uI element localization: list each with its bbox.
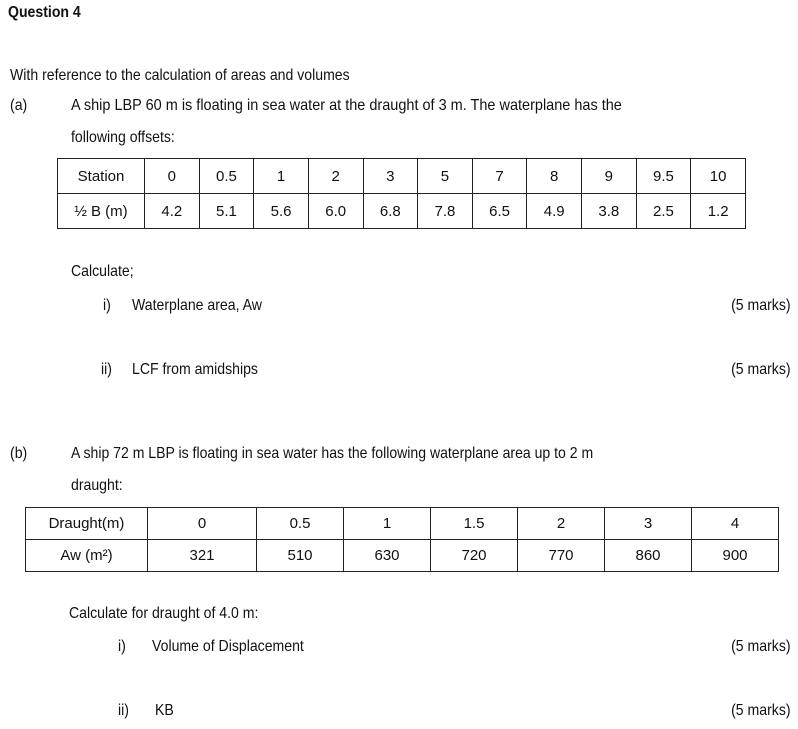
half-breadth-cell: 1.2 (691, 194, 746, 229)
half-breadth-cell: 5.1 (199, 194, 254, 229)
table-row-draughts (26, 508, 779, 540)
half-breadth-cell: 7.8 (418, 194, 473, 229)
station-cell: 0.5 (199, 159, 254, 194)
half-breadth-cell: 5.6 (254, 194, 309, 229)
area-cell: 720 (431, 540, 518, 572)
station-cell: 9.5 (636, 159, 691, 194)
row-header: ½ B (m) (58, 194, 145, 229)
waterplane-area-table (25, 507, 779, 572)
marks: (5 marks) (731, 297, 791, 314)
question-number: i) (103, 297, 111, 314)
part-a-label: (a) (10, 97, 28, 114)
station-cell: 9 (582, 159, 637, 194)
half-breadth-cell: 3.8 (582, 194, 637, 229)
half-breadth-cell: 6.8 (363, 194, 418, 229)
marks: (5 marks) (731, 702, 791, 719)
area-cell: 630 (344, 540, 431, 572)
question-text: LCF from amidships (132, 361, 258, 378)
row-header: Draught(m) (26, 508, 148, 540)
question-text: Waterplane area, Aw (132, 297, 262, 314)
question-number: ii) (101, 361, 112, 378)
draught-cell: 1 (344, 508, 431, 540)
half-breadth-cell: 2.5 (636, 194, 691, 229)
draught-cell: 4 (692, 508, 779, 540)
row-header: Aw (m²) (26, 540, 148, 572)
marks: (5 marks) (731, 638, 791, 655)
area-cell: 770 (518, 540, 605, 572)
part-b-calculate: Calculate for draught of 4.0 m: (69, 605, 259, 622)
question-title: Question 4 (8, 4, 81, 21)
half-breadth-cell: 6.0 (308, 194, 363, 229)
half-breadth-cell: 4.9 (527, 194, 582, 229)
table-row-stations (58, 159, 746, 194)
marks: (5 marks) (731, 361, 791, 378)
area-cell: 900 (692, 540, 779, 572)
table-row-areas (26, 540, 779, 572)
question-number: ii) (118, 702, 129, 719)
draught-cell: 3 (605, 508, 692, 540)
part-a-line1: A ship LBP 60 m is floating in sea water at the draught of 3 m. The waterplane has the (71, 97, 622, 114)
draught-cell: 0 (148, 508, 257, 540)
station-cell: 3 (363, 159, 418, 194)
area-cell: 860 (605, 540, 692, 572)
station-cell: 8 (527, 159, 582, 194)
table-row-half-breadths (58, 194, 746, 229)
half-breadth-cell: 4.2 (145, 194, 200, 229)
station-cell: 10 (691, 159, 746, 194)
part-b-line2: draught: (71, 477, 123, 494)
part-b-label: (b) (10, 445, 28, 462)
draught-cell: 1.5 (431, 508, 518, 540)
part-b-line1: A ship 72 m LBP is floating in sea water has the following waterplane area up to 2 m (71, 445, 594, 462)
intro-text: With reference to the calculation of areas and volumes (10, 67, 350, 84)
question-number: i) (118, 638, 126, 655)
station-cell: 1 (254, 159, 309, 194)
offsets-table (57, 158, 746, 229)
row-header: Station (58, 159, 145, 194)
station-cell: 7 (472, 159, 527, 194)
station-cell: 5 (418, 159, 473, 194)
draught-cell: 2 (518, 508, 605, 540)
station-cell: 2 (308, 159, 363, 194)
question-text: Volume of Displacement (152, 638, 304, 655)
area-cell: 321 (148, 540, 257, 572)
part-a-calculate: Calculate; (71, 263, 134, 280)
station-cell: 0 (145, 159, 200, 194)
part-a-line2: following offsets: (71, 129, 175, 146)
half-breadth-cell: 6.5 (472, 194, 527, 229)
question-text: KB (155, 702, 174, 719)
draught-cell: 0.5 (257, 508, 344, 540)
area-cell: 510 (257, 540, 344, 572)
